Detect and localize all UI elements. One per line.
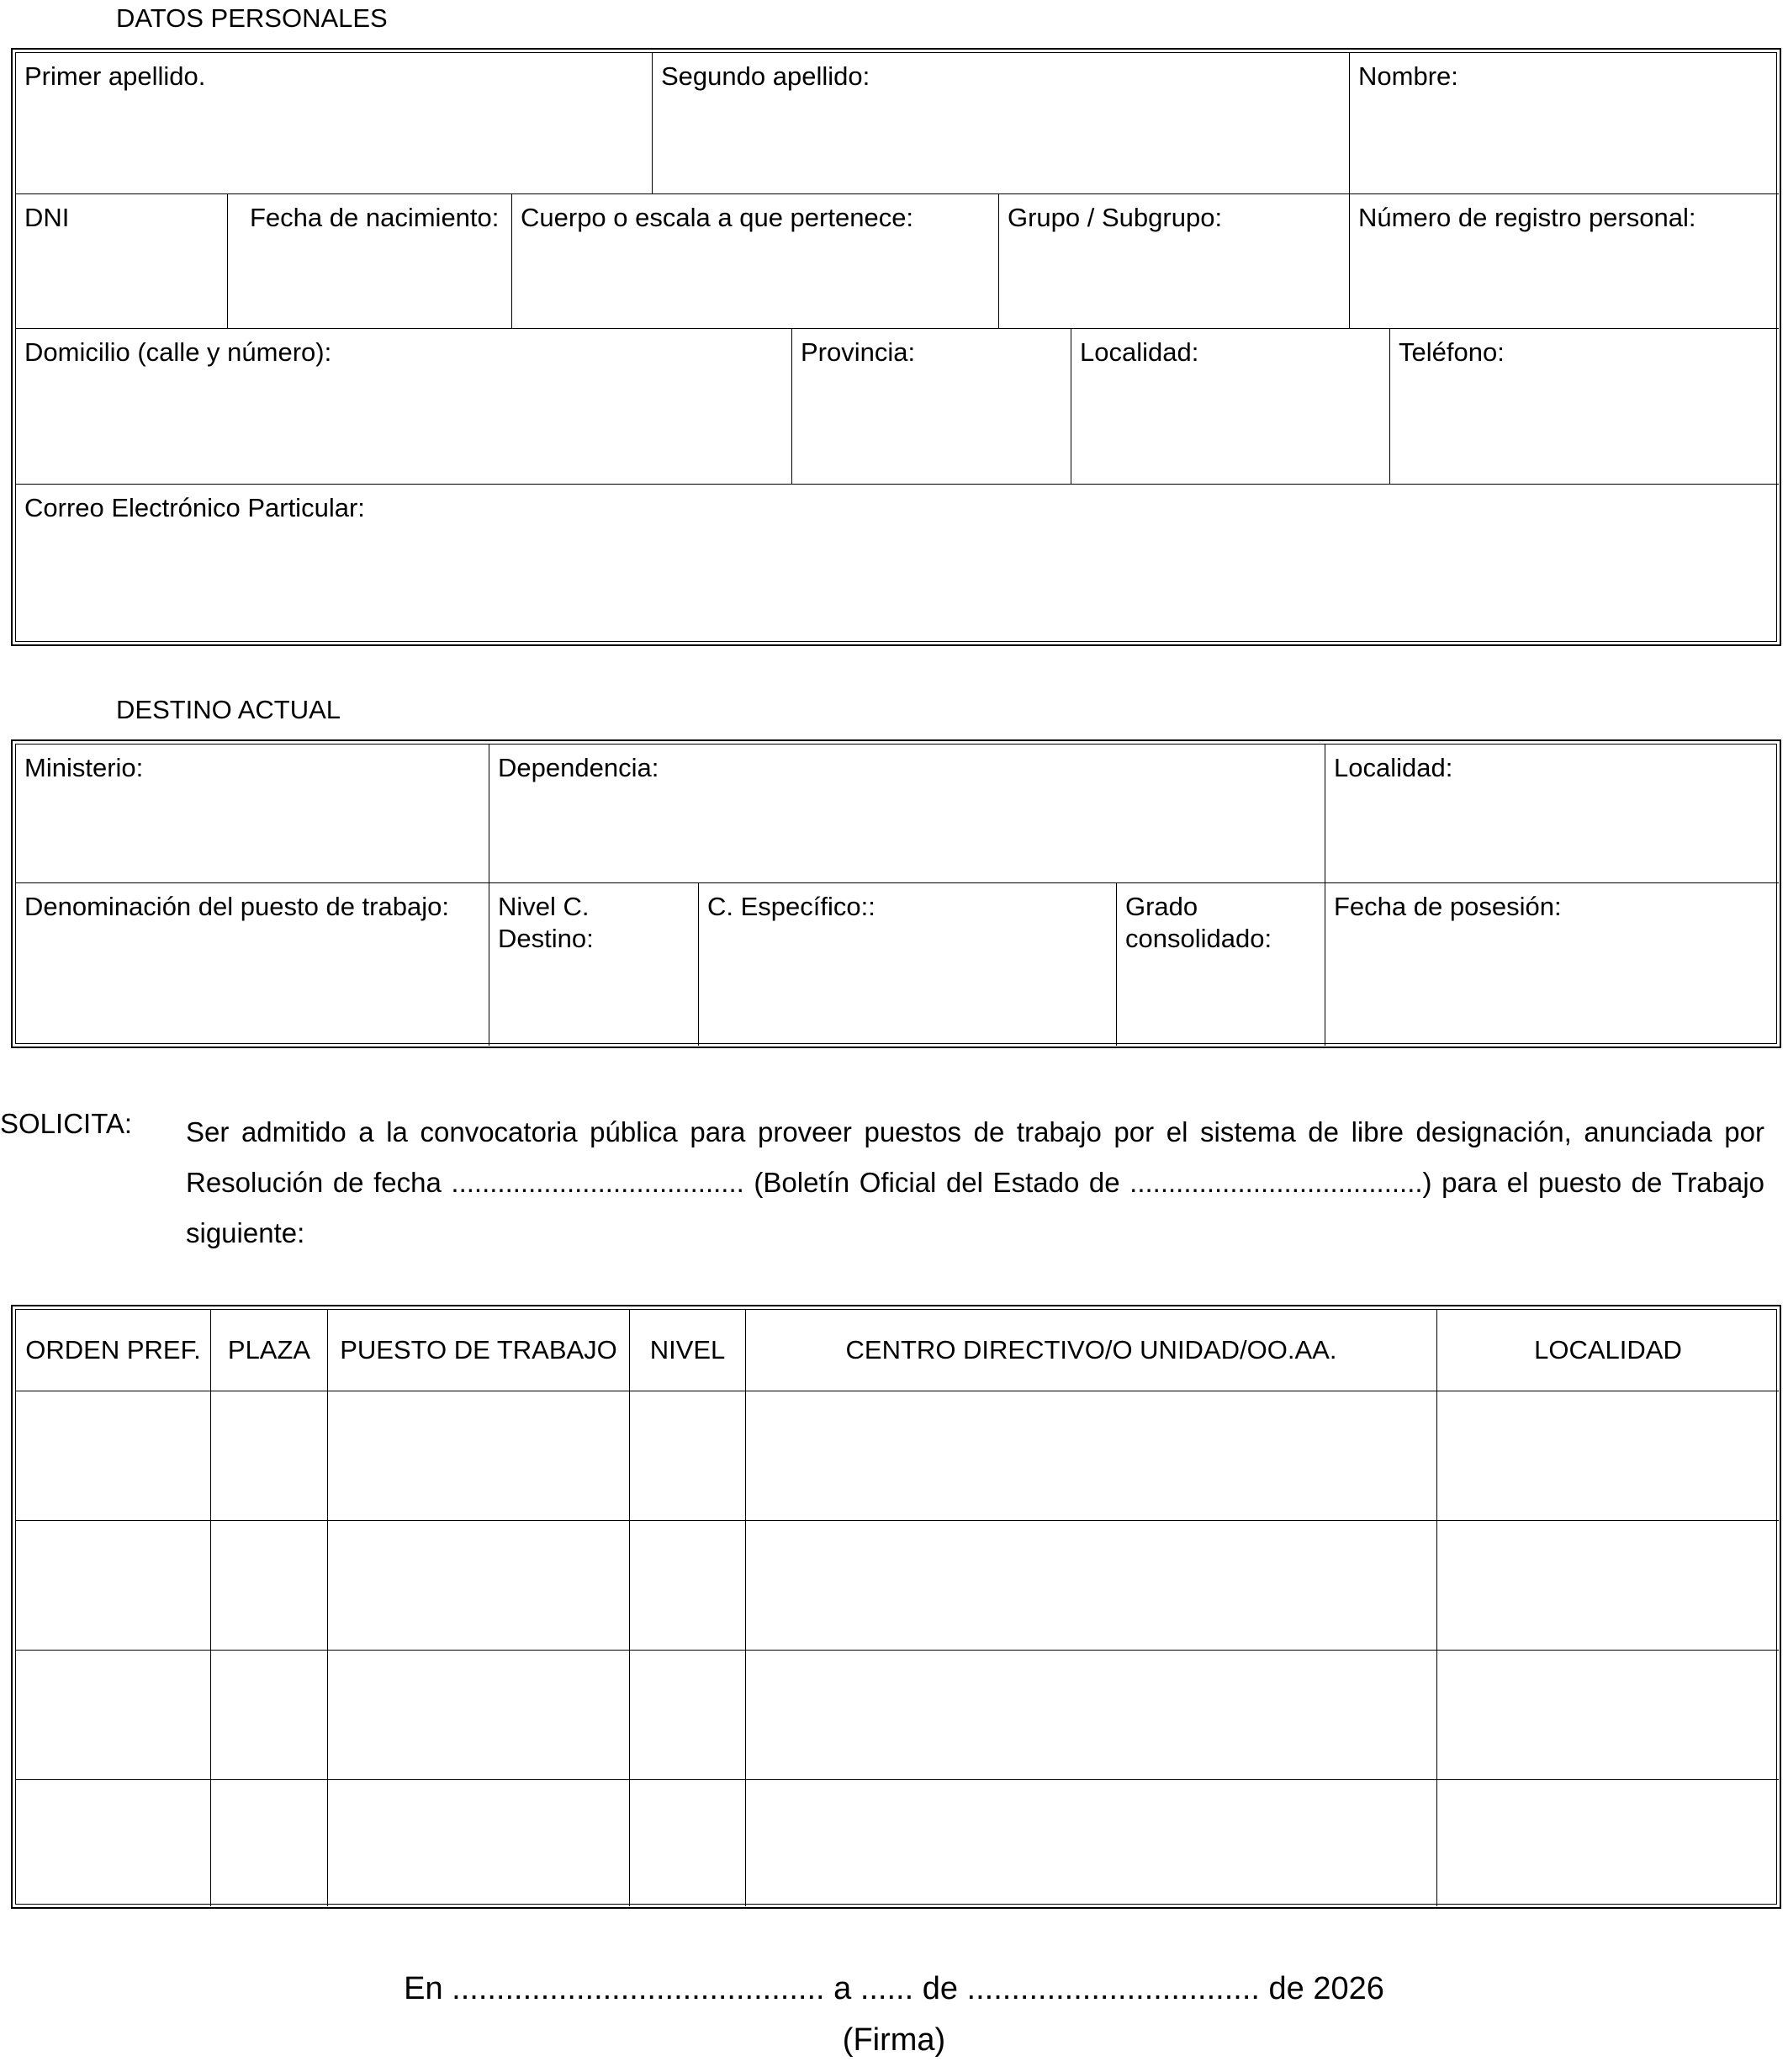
dni-field[interactable] (16, 194, 228, 329)
firma-label: (Firma) (842, 2022, 946, 2058)
denominacion-label: Denominación del puesto de trabajo: (24, 892, 449, 921)
dependencia-field[interactable] (489, 745, 1325, 883)
place-date-line: En .......................................... a ...... de ................................. de 2026 (404, 1971, 1384, 2006)
correo-field[interactable] (16, 485, 1779, 644)
especifico-field[interactable] (699, 883, 1117, 1046)
grado-label: Grado consolidado: (1125, 892, 1272, 953)
table-cell[interactable] (1437, 1391, 1779, 1521)
grupo-subgrupo-label: Grupo / Subgrupo: (1008, 203, 1223, 232)
numero-registro-field[interactable] (1350, 194, 1779, 329)
table-cell[interactable] (16, 1391, 211, 1521)
header-puesto-trabajo: PUESTO DE TRABAJO (328, 1310, 630, 1391)
provincia-label: Provincia: (801, 337, 916, 367)
destino-actual-box (11, 739, 1781, 1048)
localidad-personal-label: Localidad: (1080, 337, 1199, 367)
localidad-destino-field[interactable] (1325, 745, 1779, 883)
grado-field[interactable] (1117, 883, 1325, 1046)
fecha-nacimiento-label: Fecha de nacimiento: (250, 203, 500, 232)
fecha-posesion-field[interactable] (1325, 883, 1779, 1046)
cuerpo-escala-label: Cuerpo o escala a que pertenece: (521, 203, 914, 232)
table-cell[interactable] (16, 1521, 211, 1651)
telefono-field[interactable] (1390, 329, 1779, 485)
ministerio-label: Ministerio: (24, 753, 144, 782)
nivel-destino-label: Nivel C. Destino: (498, 892, 594, 953)
table-cell[interactable] (630, 1391, 746, 1521)
puestos-table (11, 1305, 1781, 1909)
localidad-destino-label: Localidad: (1334, 753, 1453, 782)
table-cell[interactable] (1437, 1651, 1779, 1780)
primer-apellido-field[interactable] (16, 53, 653, 194)
table-cell[interactable] (16, 1651, 211, 1780)
cuerpo-escala-field[interactable] (512, 194, 999, 329)
nombre-label: Nombre: (1358, 61, 1458, 91)
section-title-destino-actual: DESTINO ACTUAL (116, 695, 341, 724)
table-cell[interactable] (746, 1780, 1437, 1906)
segundo-apellido-label: Segundo apellido: (661, 61, 870, 91)
table-cell[interactable] (328, 1391, 630, 1521)
primer-apellido-label: Primer apellido. (24, 61, 206, 91)
header-orden-pref: ORDEN PREF. (16, 1310, 211, 1391)
table-cell[interactable] (211, 1651, 328, 1780)
ministerio-field[interactable] (16, 745, 489, 883)
domicilio-label: Domicilio (calle y número): (24, 337, 332, 367)
table-cell[interactable] (1437, 1780, 1779, 1906)
header-centro-directivo: CENTRO DIRECTIVO/O UNIDAD/OO.AA. (746, 1310, 1437, 1391)
table-cell[interactable] (328, 1780, 630, 1906)
telefono-label: Teléfono: (1399, 337, 1505, 367)
provincia-field[interactable] (792, 329, 1071, 485)
header-localidad: LOCALIDAD (1437, 1310, 1779, 1391)
domicilio-field[interactable] (16, 329, 792, 485)
numero-registro-label: Número de registro personal: (1358, 203, 1696, 232)
localidad-personal-field[interactable] (1071, 329, 1390, 485)
table-cell[interactable] (746, 1651, 1437, 1780)
table-cell[interactable] (211, 1780, 328, 1906)
especifico-label: C. Específico:: (707, 892, 875, 921)
table-cell[interactable] (328, 1651, 630, 1780)
solicita-text: Ser admitido a la convocatoria pública para proveer puestos de trabajo por el sistema de libre designación, anunciada por Resolución de fecha ...................................... (Boletín Oficial del Estado de ......................................) para el puesto de Trabajo siguiente: (186, 1116, 1764, 1248)
datos-personales-box (11, 48, 1781, 646)
denominacion-field[interactable] (16, 883, 489, 1046)
nombre-field[interactable] (1350, 53, 1779, 194)
section-title-datos-personales: DATOS PERSONALES (116, 3, 388, 33)
table-cell[interactable] (630, 1521, 746, 1651)
segundo-apellido-field[interactable] (653, 53, 1350, 194)
table-cell[interactable] (211, 1391, 328, 1521)
dni-label: DNI (24, 203, 70, 232)
header-nivel: NIVEL (630, 1310, 746, 1391)
header-plaza: PLAZA (211, 1310, 328, 1391)
table-cell[interactable] (1437, 1521, 1779, 1651)
solicita-label: SOLICITA: (0, 1108, 133, 1139)
fecha-nacimiento-field[interactable] (228, 194, 512, 329)
table-cell[interactable] (630, 1651, 746, 1780)
correo-label: Correo Electrónico Particular: (24, 493, 365, 522)
nivel-destino-field[interactable] (489, 883, 699, 1046)
dependencia-label: Dependencia: (498, 753, 659, 782)
grupo-subgrupo-field[interactable] (999, 194, 1350, 329)
table-cell[interactable] (328, 1521, 630, 1651)
table-cell[interactable] (630, 1780, 746, 1906)
table-cell[interactable] (746, 1521, 1437, 1651)
table-cell[interactable] (16, 1780, 211, 1906)
table-cell[interactable] (746, 1391, 1437, 1521)
fecha-posesion-label: Fecha de posesión: (1334, 892, 1562, 921)
table-cell[interactable] (211, 1521, 328, 1651)
